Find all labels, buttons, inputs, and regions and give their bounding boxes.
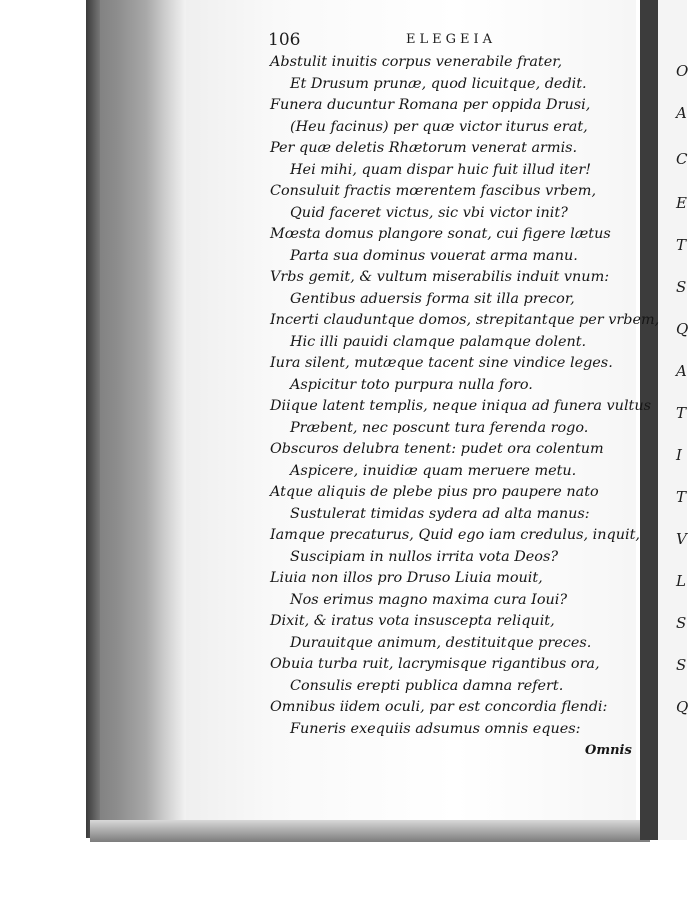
facing-page-letter: A — [676, 362, 687, 380]
verse-line: Vrbs gemit, & vultum miserabilis induit vnum: — [270, 269, 610, 285]
verse-line: Omnibus iidem oculi, par est concordia flendi: — [270, 699, 608, 715]
verse-line: Obscuros delubra tenent: pudet ora colentum — [270, 441, 604, 457]
left-margin-shadow — [86, 0, 186, 838]
verse-line: Consuluit fractis mœrentem fascibus vrbem, — [270, 183, 597, 199]
page-header — [268, 30, 628, 52]
verse-line: Durauitque animum, destituitque preces. — [290, 634, 592, 651]
verse-line: Consulis erepti publica damna refert. — [290, 677, 564, 694]
facing-page-letter: A — [676, 104, 687, 122]
verse-line: Suscipiam in nullos irrita vota Deos? — [290, 548, 559, 565]
verse-line: Sustulerat timidas sydera ad alta manus: — [290, 505, 590, 522]
verse-line: Diique latent templis, neque iniqua ad funera vultus — [270, 398, 651, 414]
catchword: Omnis — [585, 743, 632, 758]
verse-line: Obuia turba ruit, lacrymisque rigantibus ora, — [270, 656, 600, 672]
verse-line: Hei mihi, quam dispar huic fuit illud iter! — [290, 161, 591, 178]
verse-line: Parta sua dominus vouerat arma manu. — [290, 247, 578, 264]
facing-page-letter: E — [676, 194, 687, 212]
verse-line: Atque aliquis de plebe pius pro paupere nato — [270, 484, 599, 500]
page-bottom-edge — [90, 820, 650, 842]
facing-page-letter: O — [676, 62, 688, 80]
verse-line: Iamque precaturus, Quid ego iam credulus, inquit, — [270, 527, 640, 543]
verse-line: (Heu facinus) per quæ victor iturus erat, — [290, 118, 588, 135]
verse-line: Incerti clauduntque domos, strepitantque per vrbem, — [270, 312, 660, 328]
facing-page-letter: S — [676, 656, 687, 674]
facing-page-letter: Q — [676, 320, 688, 338]
facing-page-letter: C — [676, 150, 688, 168]
binding-edge — [86, 0, 100, 838]
verse-line: Aspicere, inuidiæ quam meruere metu. — [290, 462, 577, 479]
verse-line: Abstulit inuitis corpus venerabile frater, — [270, 54, 563, 70]
verse-line: Funera ducuntur Romana per oppida Drusi, — [270, 97, 591, 113]
verse-line: Gentibus aduersis forma sit illa precor, — [290, 290, 575, 307]
verse-line: Nos erimus magno maxima cura Ioui? — [290, 591, 568, 608]
verse-line: Per quæ deletis Rhætorum venerat armis. — [270, 140, 578, 156]
verse-line: Liuia non illos pro Druso Liuia mouit, — [270, 570, 543, 586]
facing-page-letter: S — [676, 278, 687, 296]
facing-page-letter: T — [676, 488, 687, 506]
verse-line: Aspicitur toto purpura nulla foro. — [290, 376, 533, 393]
verse-line: Dixit, & iratus vota insuscepta reliquit, — [270, 613, 555, 629]
facing-page-letter: V — [676, 530, 687, 548]
verse-line: Et Drusum prunæ, quod licuitque, dedit. — [290, 75, 587, 92]
verse-line: Hic illi pauidi clamque palamque dolent. — [290, 333, 587, 350]
facing-page-letter: L — [676, 572, 686, 590]
verse-line: Mœsta domus plangore sonat, cui figere lætus — [270, 226, 611, 242]
facing-page-letter: I — [676, 446, 682, 464]
verse-line: Præbent, nec poscunt tura ferenda rogo. — [290, 419, 589, 436]
verse-line: Funeris exequiis adsumus omnis eques: — [290, 720, 581, 737]
page-number: 106 — [268, 30, 301, 50]
verse-line: Iura silent, mutæque tacent sine vindice leges. — [270, 355, 613, 371]
facing-page-letter: T — [676, 236, 687, 254]
facing-page-letter: Q — [676, 698, 688, 716]
running-title: ELEGEIA — [406, 32, 497, 47]
facing-page-letter: T — [676, 404, 687, 422]
verse-line: Quid faceret victus, sic vbi victor init? — [290, 204, 568, 221]
gutter — [640, 0, 658, 840]
facing-page-letter: S — [676, 614, 687, 632]
